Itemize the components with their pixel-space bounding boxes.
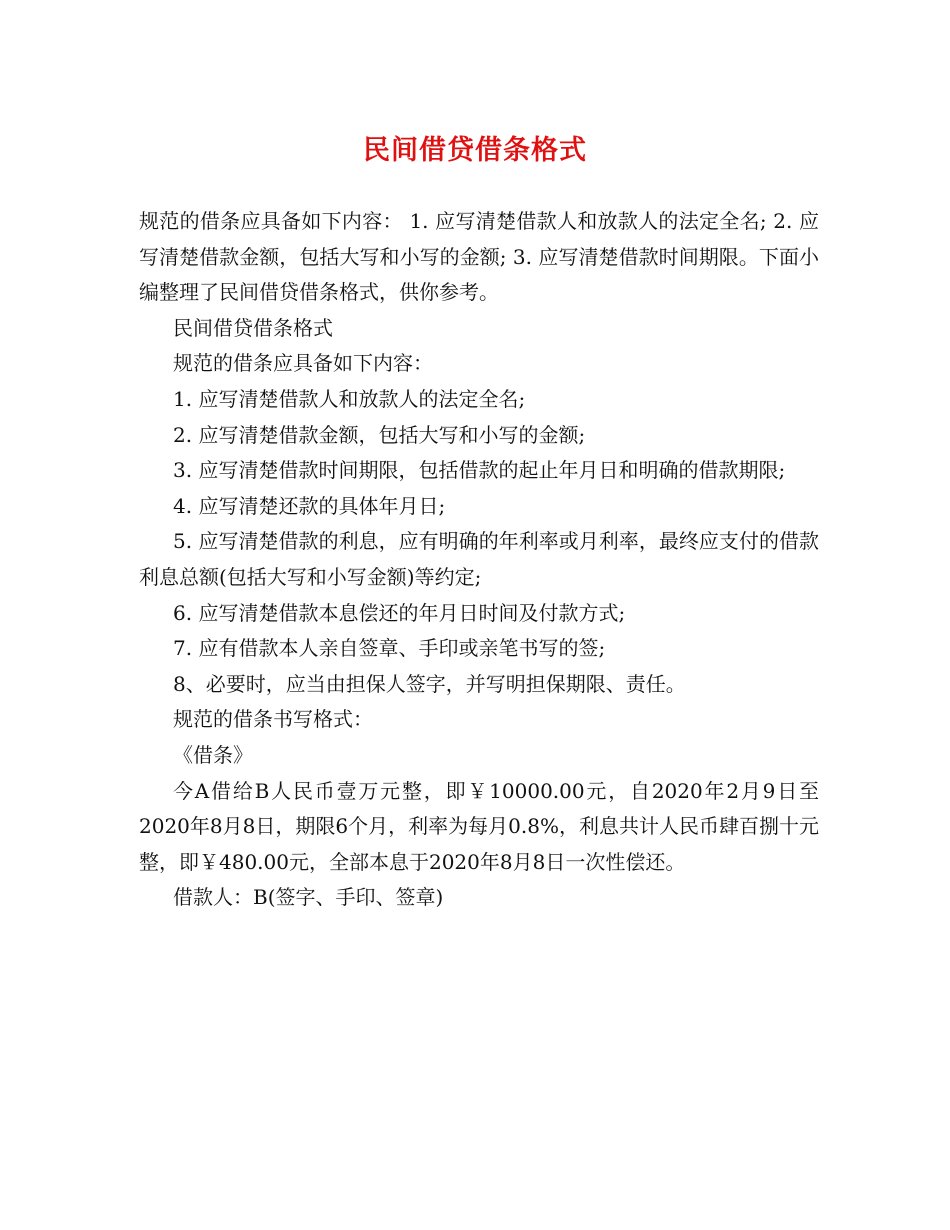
requirement-item-4: 4. 应写清楚还款的具体年月日; [173, 493, 446, 518]
requirement-item-8: 8、必要时，应当由担保人签字，并写明担保期限、责任。 [173, 671, 686, 696]
page-title: 民间借贷借条格式 [363, 135, 587, 166]
section-heading: 民间借贷借条格式 [173, 315, 333, 340]
intro-paragraph: 规范的借条应具备如下内容： 1. 应写清楚借款人和放款人的法定全名; 2. 应写清楚借款金额，包括大写和小写的金额; 3. 应写清楚借款时间期限。下面小编整理了民间借贷借条格式，供你参考。 [139, 209, 819, 305]
document-body [139, 204, 819, 916]
requirement-item-6: 6. 应写清楚借款本息偿还的年月日时间及付款方式; [173, 600, 626, 625]
requirement-item-5: 5. 应写清楚借款的利息，应有明确的年利率或月利率，最终应支付的借款利息总额(包括大写和小写金额)等约定; [139, 529, 819, 589]
requirement-item-7: 7. 应有借款本人亲自签章、手印或亲笔书写的签; [173, 636, 606, 661]
format-heading: 规范的借条书写格式： [173, 707, 373, 732]
iou-body: 今A借给B人民币壹万元整，即￥10000.00元，自2020年2月9日至2020年8月8日，期限6个月，利率为每月0.8%，利息共计人民币肆百捌十元整，即￥480.00元，全部本息于2020年8月8日一次性偿还。 [139, 778, 819, 874]
iou-title: 《借条》 [173, 742, 253, 767]
requirement-item-1: 1. 应写清楚借款人和放款人的法定全名; [173, 386, 526, 411]
requirement-item-2: 2. 应写清楚借款金额，包括大写和小写的金额; [173, 422, 586, 447]
requirements-intro: 规范的借条应具备如下内容： [173, 351, 433, 376]
borrower-signature-line: 借款人：B(签字、手印、签章) [173, 885, 444, 910]
requirement-item-3: 3. 应写清楚借款时间期限，包括借款的起止年月日和明确的借款期限; [173, 458, 786, 483]
